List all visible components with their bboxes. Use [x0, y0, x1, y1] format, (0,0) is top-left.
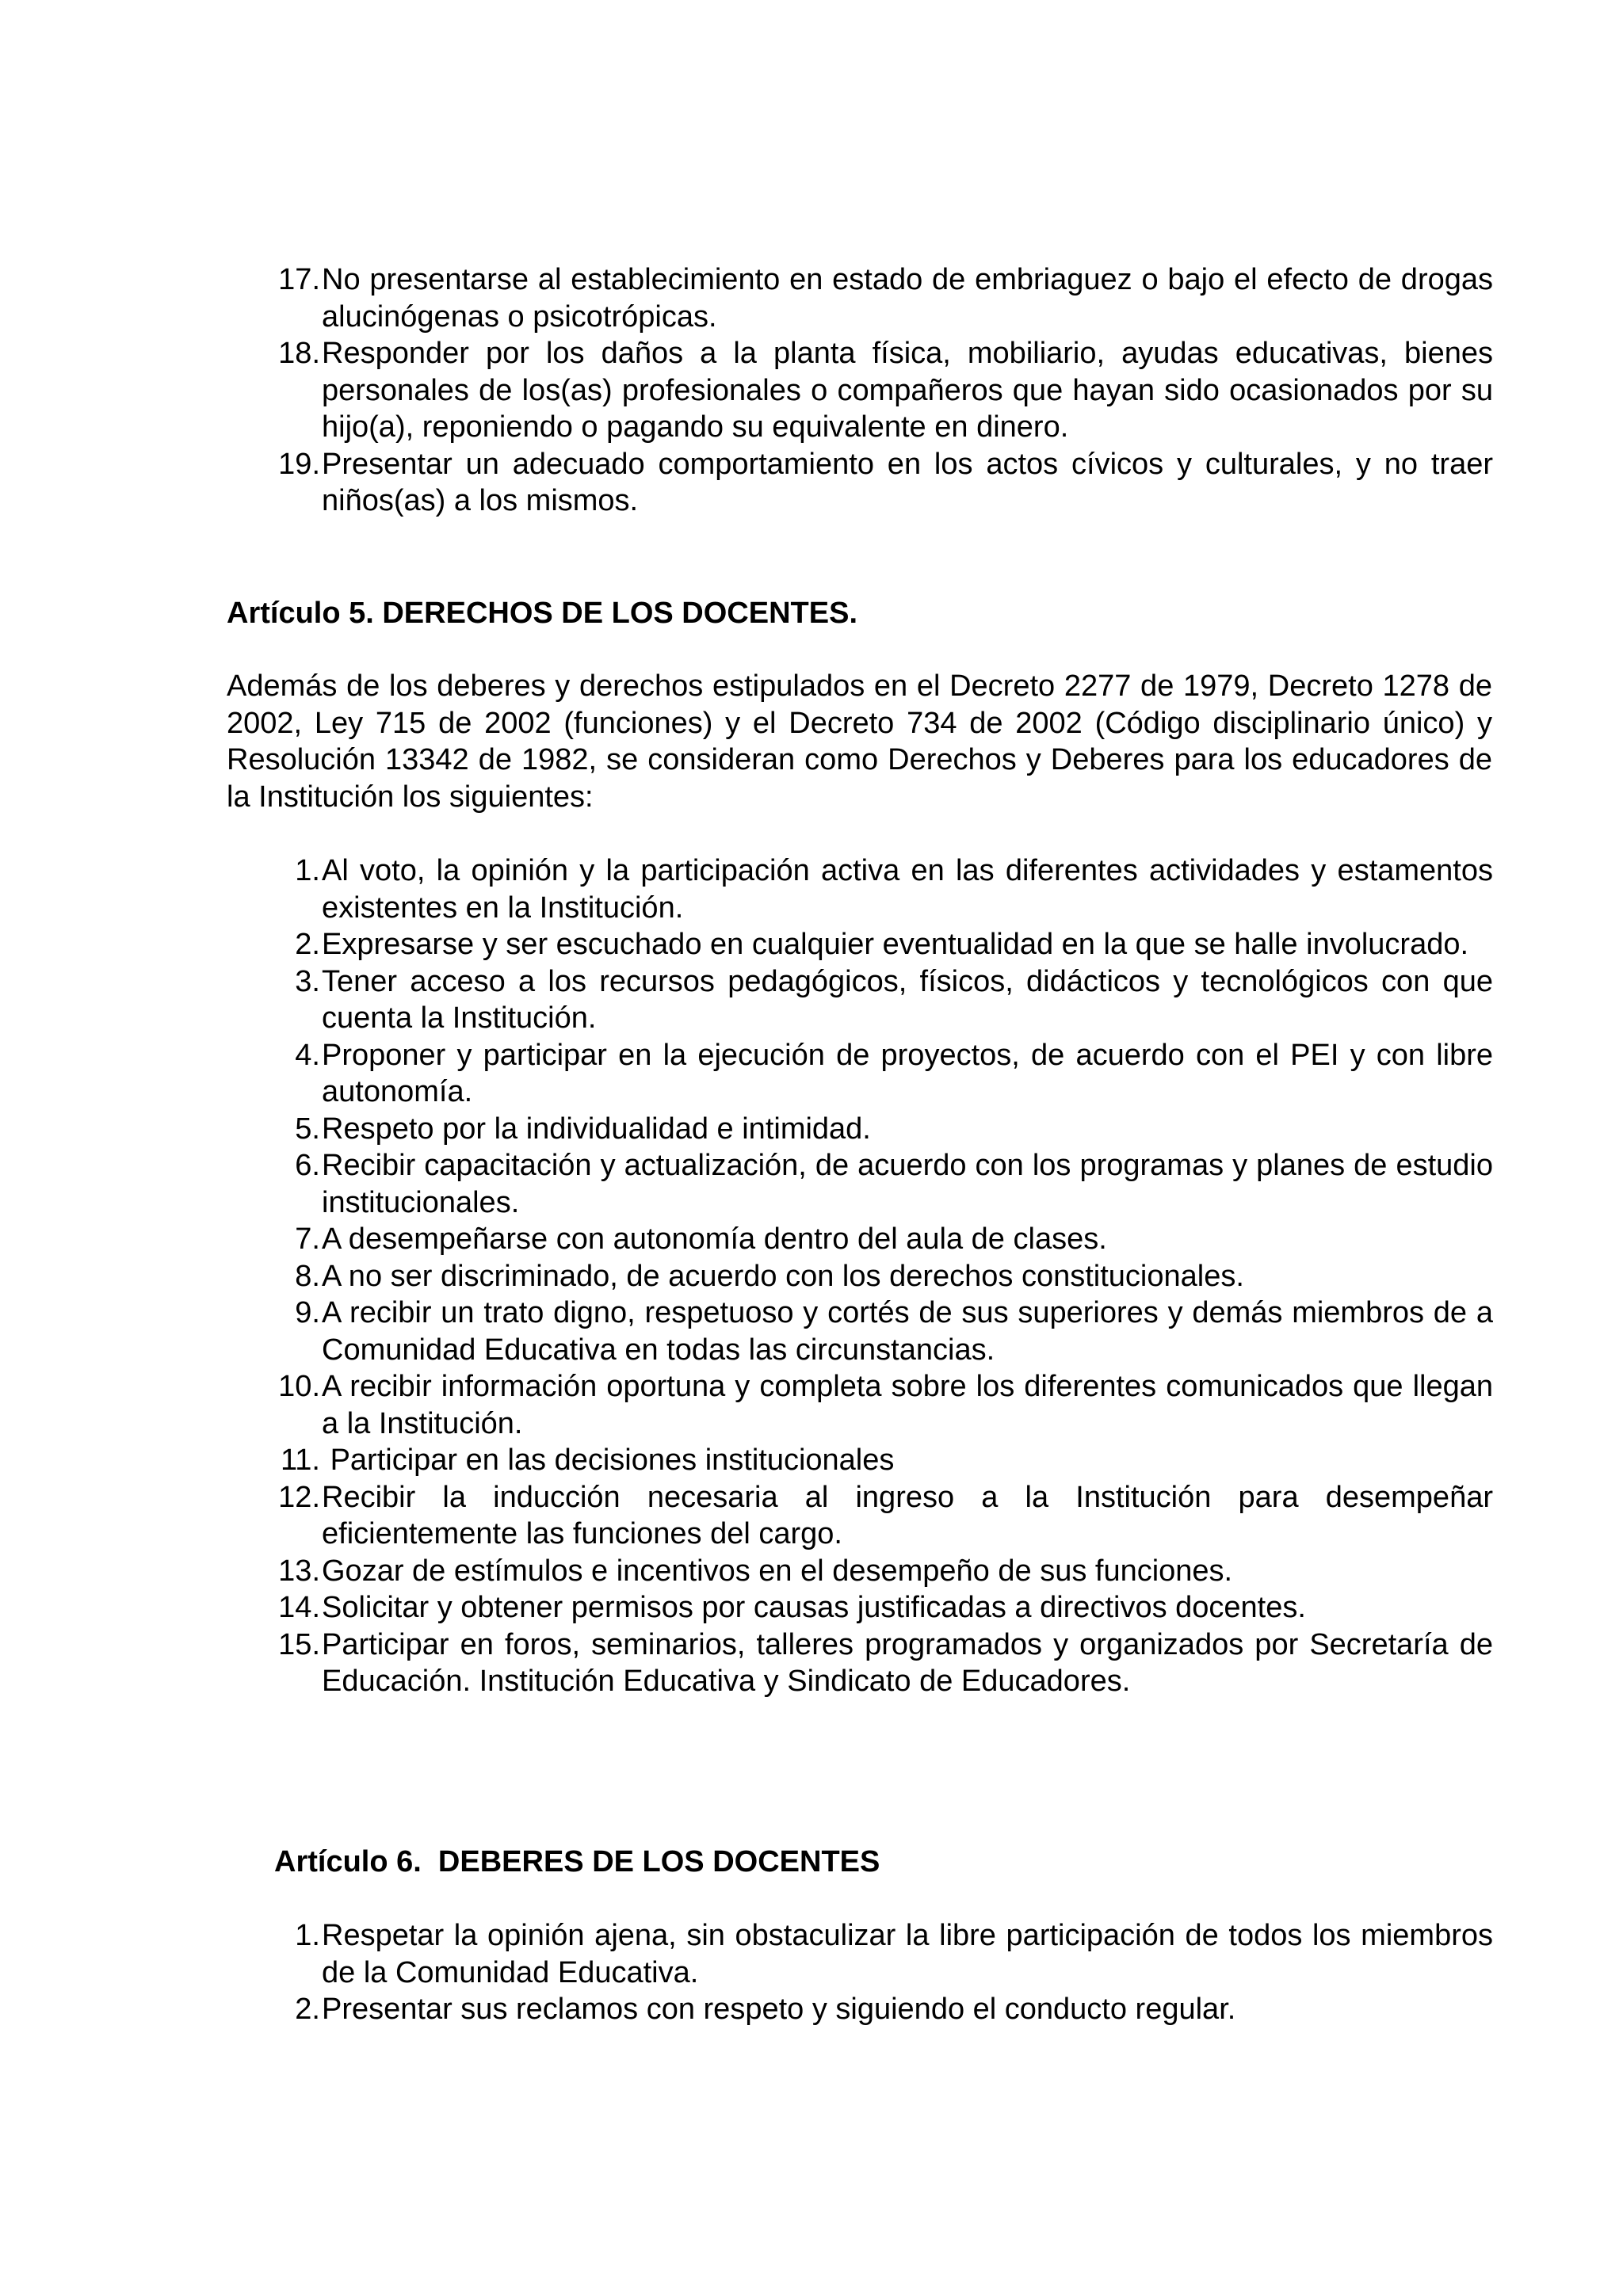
teacher-rights-list [225, 852, 1493, 1700]
list-item-text: Respeto por la individualidad e intimidad. [322, 1112, 871, 1146]
list-item [225, 1368, 1493, 1442]
list-item-number: 4. [295, 1038, 320, 1072]
duties-list-continued [225, 261, 1493, 520]
list-item-number: 13. [278, 1554, 320, 1588]
list-item-text: Tener acceso a los recursos pedagógicos, físicos, didácticos y tecnológicos con que cuenta la Institución. [322, 964, 1493, 1035]
list-item-text: A recibir información oportuna y completa sobre los diferentes comunicados que llegan a la Institución. [322, 1370, 1493, 1440]
list-item [225, 335, 1493, 446]
list-item-number: 3. [295, 964, 320, 998]
list-item [225, 1627, 1493, 1700]
list-item [225, 1991, 1493, 2028]
list-item-text: A desempeñarse con autonomía dentro del aula de clases. [322, 1222, 1107, 1256]
article-6-heading: Artículo 6. DEBERES DE LOS DOCENTES [274, 1845, 880, 1878]
list-item [225, 852, 1493, 926]
list-item-number: 15. [278, 1627, 320, 1661]
list-item-text: Expresarse y ser escuchado en cualquier eventualidad en la que se halle involucrado. [322, 928, 1469, 961]
list-item-text: Recibir capacitación y actualización, de acuerdo con los programas y planes de estudio institucionales. [322, 1149, 1493, 1219]
list-item-number: 5. [295, 1112, 320, 1146]
list-item [225, 1553, 1493, 1590]
list-item-text: Al voto, la opinión y la participación activa en las diferentes actividades y estamentos existentes en la Institución. [322, 854, 1493, 925]
list-item-text: Proponer y participar en la ejecución de proyectos, de acuerdo con el PEI y con libre autonomía. [322, 1038, 1493, 1108]
list-item-text: Presentar sus reclamos con respeto y siguiendo el conducto regular. [322, 1993, 1236, 2026]
list-item-number: 19. [278, 447, 320, 481]
teacher-duties-list [225, 1917, 1493, 2028]
list-item [225, 1221, 1493, 1258]
list-item [225, 1111, 1493, 1148]
list-item-text: Participar en las decisiones institucionales [322, 1444, 895, 1477]
list-item-number: 17. [278, 263, 320, 296]
list-item [225, 1295, 1493, 1368]
list-item-number: 9. [295, 1296, 320, 1329]
list-item [225, 1442, 1493, 1479]
list-item-number: 8. [295, 1259, 320, 1293]
article-5-intro-paragraph: Además de los deberes y derechos estipulados en el Decreto 2277 de 1979, Decreto 1278 de 2002, Ley 715 de 2002 (funciones) y el Decreto 734 de 2002 (Código disciplinario único) y Resolución 13342 de 1982, se consideran como Derechos y Deberes para los educadores de la Institución los siguientes: [227, 669, 1492, 814]
list-item [225, 926, 1493, 963]
list-item [225, 1589, 1493, 1627]
list-item-text: No presentarse al establecimiento en estado de embriaguez o bajo el efecto de drogas alucinógenas o psicotrópicas. [322, 263, 1493, 334]
list-item [225, 963, 1493, 1037]
list-item-text: Gozar de estímulos e incentivos en el desempeño de sus funciones. [322, 1554, 1233, 1588]
list-item-number: 18. [278, 337, 320, 370]
list-item-number: 2. [295, 1993, 320, 2026]
list-item [225, 1037, 1493, 1111]
list-item-number: 14. [278, 1591, 320, 1624]
list-item-text: Presentar un adecuado comportamiento en los actos cívicos y culturales, y no traer niños(as) a los mismos. [322, 447, 1493, 517]
list-item-text: Participar en foros, seminarios, talleres programados y organizados por Secretaría de Educación. Institución Educativa y Sindicato de Educadores. [322, 1627, 1493, 1698]
list-item [225, 1258, 1493, 1295]
list-item-text: A no ser discriminado, de acuerdo con los derechos constitucionales. [322, 1259, 1244, 1293]
list-item-text: Responder por los daños a la planta física, mobiliario, ayudas educativas, bienes personales de los(as) profesionales o compañeros que hayan sido ocasionados por su hijo(a), reponiendo o pagando su equivalente en dinero. [322, 337, 1493, 444]
list-item-text: A recibir un trato digno, respetuoso y cortés de sus superiores y demás miembros de a Comunidad Educativa en todas las circunstancias. [322, 1296, 1493, 1367]
list-item-number: 1. [295, 854, 320, 887]
list-item-number: 6. [295, 1149, 320, 1182]
list-item [225, 446, 1493, 520]
list-item [225, 1147, 1493, 1221]
list-item-text: Respetar la opinión ajena, sin obstaculizar la libre participación de todos los miembros de la Comunidad Educativa. [322, 1919, 1493, 1989]
list-item-number: 10. [278, 1370, 320, 1403]
list-item-number: 7. [295, 1222, 320, 1256]
list-item-number: 1. [295, 1919, 320, 1952]
list-item [225, 1917, 1493, 1991]
article-5-heading: Artículo 5. DERECHOS DE LOS DOCENTES. [227, 597, 857, 630]
list-item [225, 1479, 1493, 1553]
list-item-number: 2. [295, 928, 320, 961]
list-item-text: Recibir la inducción necesaria al ingreso a la Institución para desempeñar eficientemente las funciones del cargo. [322, 1480, 1493, 1550]
list-item-number: 12. [278, 1480, 320, 1514]
list-item-number: 11. [280, 1444, 320, 1477]
list-item-text: Solicitar y obtener permisos por causas justificadas a directivos docentes. [322, 1591, 1306, 1624]
list-item [225, 261, 1493, 335]
